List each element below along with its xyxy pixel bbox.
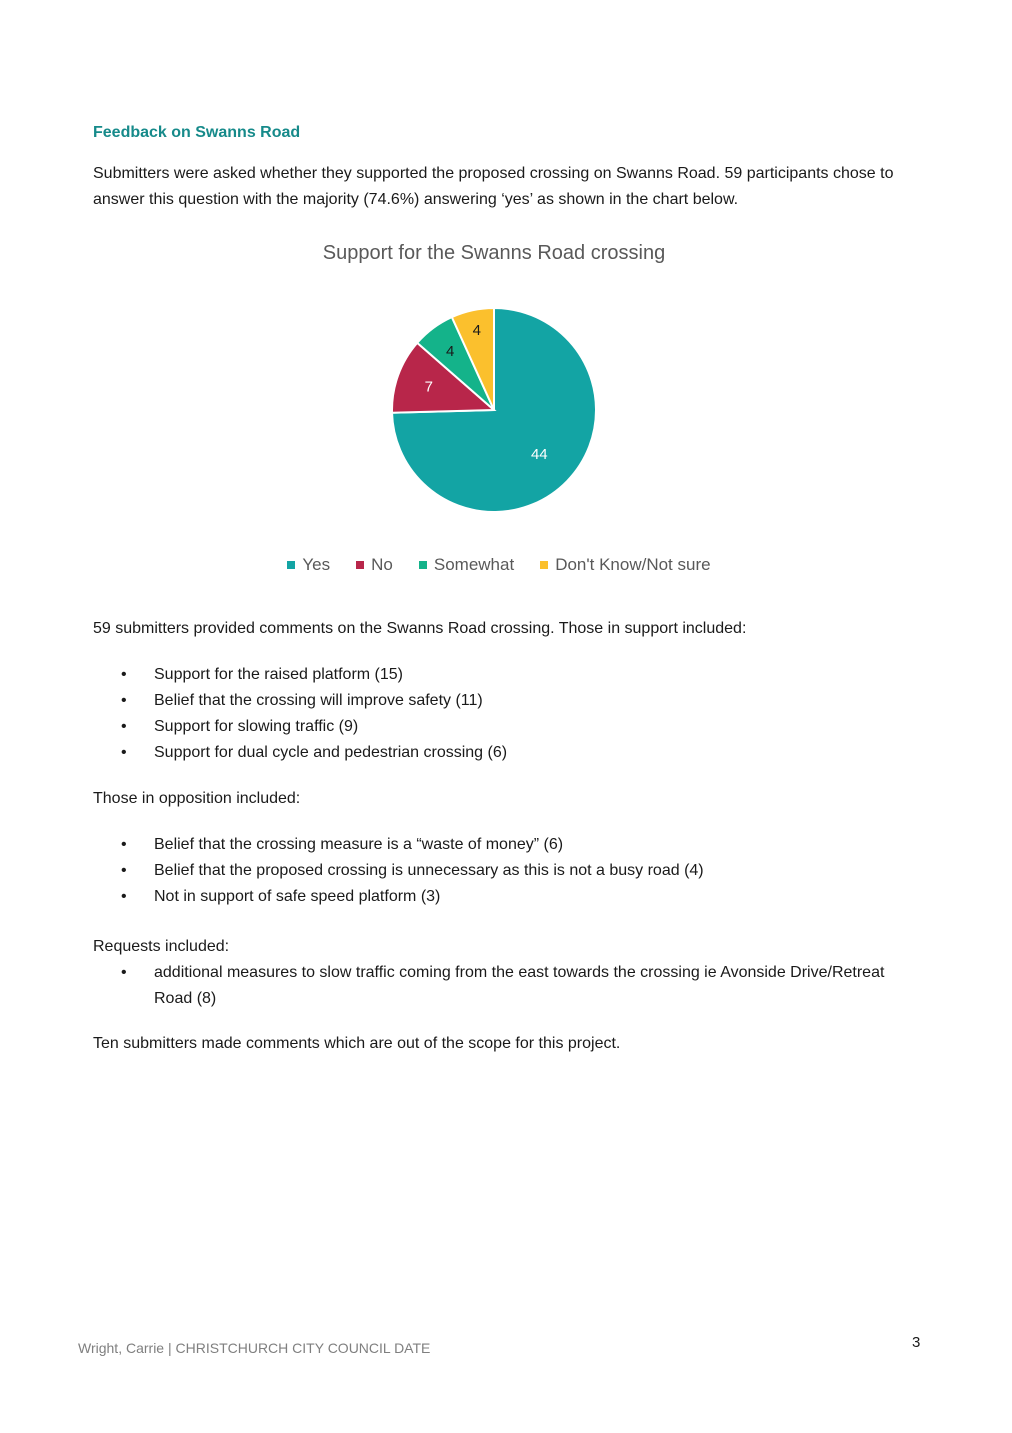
requests-list [93,960,893,1012]
support-intro: 59 submitters provided comments on the Swanns Road crossing. Those in support included: [93,620,747,637]
list-item: • Not in support of safe speed platform (3) [93,884,923,910]
requests-intro: Requests included: [93,938,230,955]
chart-legend [0,555,998,575]
support-list [93,662,923,766]
legend-swatch [419,561,427,569]
legend-item [356,555,393,575]
pie-data-label: 44 [530,446,548,464]
legend-label: Somewhat [433,555,515,574]
legend-item [540,555,710,575]
legend-swatch [356,561,364,569]
list-item: • Belief that the crossing will improve safety (11) [93,688,923,714]
list-item: • Support for dual cycle and pedestrian crossing (6) [93,740,923,766]
pie-data-label: 4 [446,343,455,361]
scope-note: Ten submitters made comments which are out of the scope for this project. [93,1035,621,1052]
page-number: 3 [912,1334,921,1351]
pie-data-label: 7 [424,378,433,396]
pie-data-label: 4 [472,322,481,340]
legend-label: Yes [302,555,331,574]
opposition-list [93,832,923,910]
opposition-intro: Those in opposition included: [93,790,301,807]
list-item: • Belief that the crossing measure is a “waste of money” (6) [93,832,923,858]
legend-label: Don't Know/Not sure [555,555,711,574]
legend-item [287,555,330,575]
list-item: • Belief that the proposed crossing is unnecessary as this is not a busy road (4) [93,858,923,884]
chart-title: Support for the Swanns Road crossing [322,242,666,264]
legend-swatch [540,561,548,569]
intro-paragraph: Submitters were asked whether they supported the proposed crossing on Swanns Road. 59 participants chose to answer this question with the majority (74.6%) answering ‘yes’ as shown in the chart below. [93,165,894,208]
list-item: • Support for slowing traffic (9) [93,714,923,740]
legend-item [419,555,514,575]
pie-chart [0,0,1012,600]
legend-swatch [287,561,295,569]
list-item: • additional measures to slow traffic coming from the east towards the crossing ie Avonside Drive/Retreat Road (8) [93,960,893,1012]
page-footer: Wright, Carrie | CHRISTCHURCH CITY COUNCIL DATE [78,1340,431,1356]
list-item: • Support for the raised platform (15) [93,662,923,688]
section-heading: Feedback on Swanns Road [93,124,301,141]
legend-label: No [371,555,393,574]
